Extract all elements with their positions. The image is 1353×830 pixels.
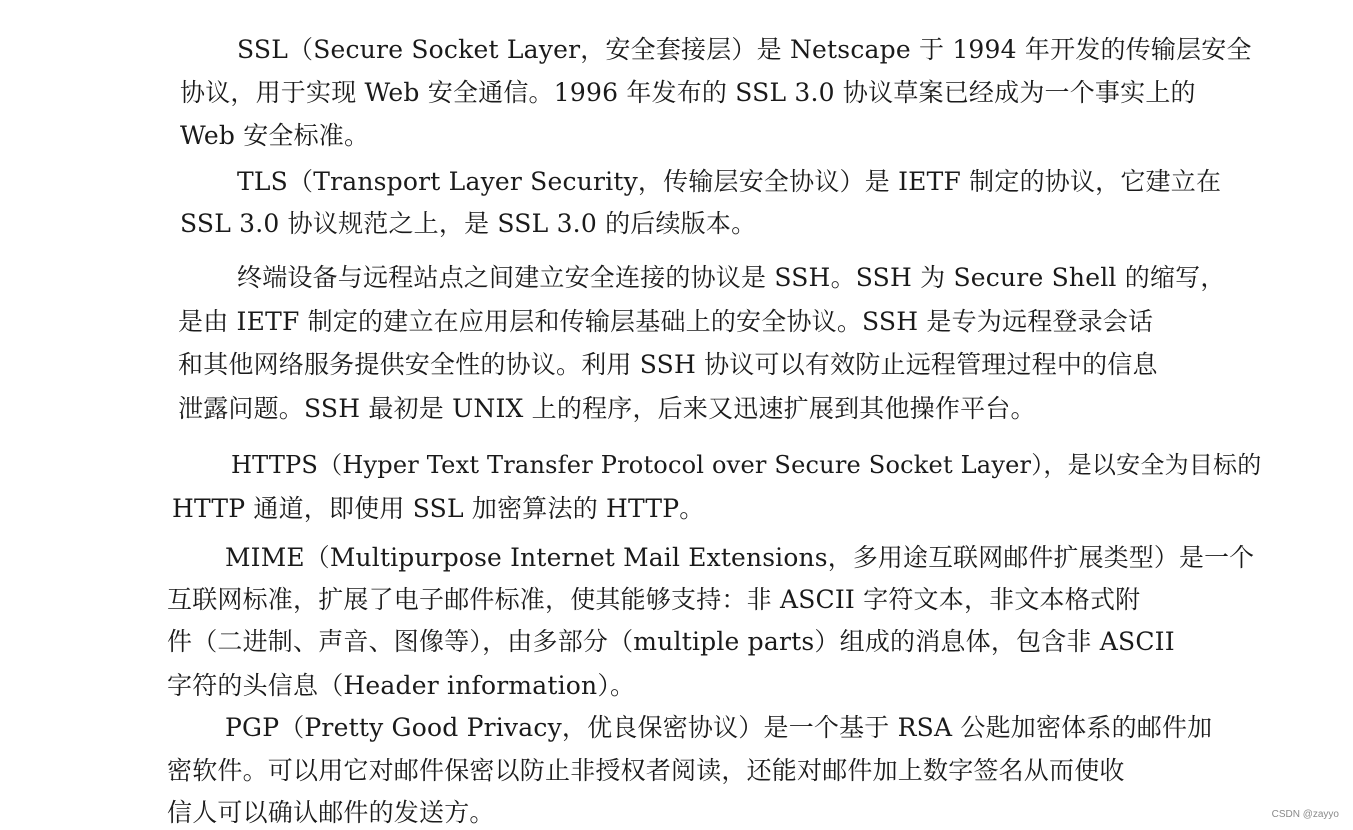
- pgp-paragraph-line-1: PGP（Pretty Good Privacy，优良保密协议）是一个基于 RSA 公匙加密体系的邮件加: [225, 713, 1213, 742]
- ssl-paragraph-line-2: 协议，用于实现 Web 安全通信。1996 年发布的 SSL 3.0 协议草案已经成为一个事实上的: [180, 78, 1196, 107]
- pgp-paragraph-line-2: 密软件。可以用它对邮件保密以防止非授权者阅读，还能对邮件加上数字签名从而使收: [167, 756, 1125, 785]
- ssh-paragraph-line-3: 和其他网络服务提供安全性的协议。利用 SSH 协议可以有效防止远程管理过程中的信息: [178, 350, 1158, 379]
- mime-paragraph-line-2: 互联网标准，扩展了电子邮件标准，使其能够支持：非 ASCII 字符文本，非文本格式附: [167, 585, 1141, 614]
- tls-paragraph-line-1: TLS（Transport Layer Security，传输层安全协议）是 IETF 制定的协议，它建立在: [237, 167, 1222, 196]
- mime-paragraph-line-4: 字符的头信息（Header information）。: [167, 671, 636, 700]
- mime-paragraph-line-1: MIME（Multipurpose Internet Mail Extensions，多用途互联网邮件扩展类型）是一个: [225, 543, 1255, 572]
- pgp-paragraph-line-3: 信人可以确认邮件的发送方。: [167, 798, 495, 827]
- ssl-paragraph-line-1: SSL（Secure Socket Layer，安全套接层）是 Netscape 于 1994 年开发的传输层安全: [237, 35, 1252, 64]
- https-paragraph-line-2: HTTP 通道，即使用 SSL 加密算法的 HTTP。: [172, 494, 705, 523]
- mime-paragraph-line-3: 件（二进制、声音、图像等），由多部分（multiple parts）组成的消息体，包含非 ASCII: [167, 627, 1175, 656]
- csdn-watermark: CSDN @zayyo: [1271, 809, 1339, 820]
- https-paragraph-line-1: HTTPS（Hyper Text Transfer Protocol over Secure Socket Layer），是以安全为目标的: [231, 451, 1262, 479]
- ssh-paragraph-line-4: 泄露问题。SSH 最初是 UNIX 上的程序，后来又迅速扩展到其他操作平台。: [178, 394, 1036, 423]
- ssl-paragraph-line-3: Web 安全标准。: [180, 121, 370, 150]
- ssh-paragraph-line-2: 是由 IETF 制定的建立在应用层和传输层基础上的安全协议。SSH 是专为远程登录会话: [178, 307, 1154, 336]
- tls-paragraph-line-2: SSL 3.0 协议规范之上，是 SSL 3.0 的后续版本。: [180, 209, 757, 238]
- ssh-paragraph-line-1: 终端设备与远程站点之间建立安全连接的协议是 SSH。SSH 为 Secure Shell 的缩写，: [237, 263, 1226, 292]
